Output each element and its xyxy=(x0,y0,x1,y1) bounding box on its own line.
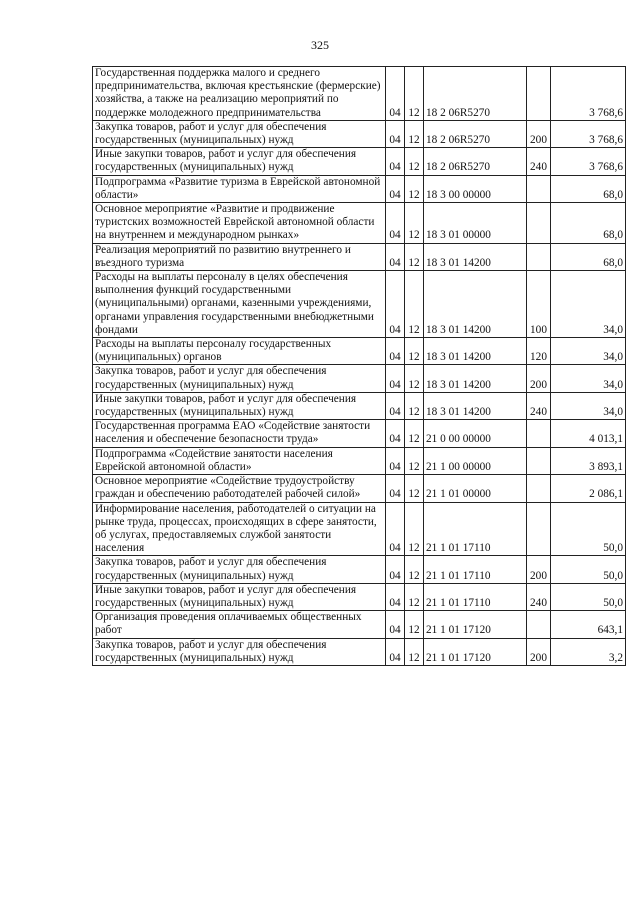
table-row xyxy=(93,175,626,202)
expense-name-cell: Реализация мероприятий по развитию внутреннего и въездного туризма xyxy=(93,243,386,270)
expense-name-cell: Закупка товаров, работ и услуг для обеспечения государственных (муниципальных) нужд xyxy=(93,556,386,583)
target-article-cell: 21 0 00 00000 xyxy=(424,420,527,447)
budget-table-body xyxy=(93,67,626,666)
expense-name-cell: Закупка товаров, работ и услуг для обеспечения государственных (муниципальных) нужд xyxy=(93,638,386,665)
table-row xyxy=(93,67,626,121)
amount-cell: 50,0 xyxy=(551,556,626,583)
target-article-cell: 18 3 01 14200 xyxy=(424,365,527,392)
table-row xyxy=(93,271,626,338)
expense-name-cell: Основное мероприятие «Содействие трудоустройству граждан и обеспечению работодателей рабочей силой» xyxy=(93,475,386,502)
table-row xyxy=(93,420,626,447)
amount-cell: 50,0 xyxy=(551,583,626,610)
expense-name-cell: Иные закупки товаров, работ и услуг для обеспечения государственных (муниципальных) нужд xyxy=(93,392,386,419)
expense-type-cell xyxy=(527,243,551,270)
amount-cell: 68,0 xyxy=(551,243,626,270)
expense-type-cell: 200 xyxy=(527,120,551,147)
target-article-cell: 21 1 01 17120 xyxy=(424,611,527,638)
section-code-cell: 04 xyxy=(386,638,405,665)
amount-cell: 34,0 xyxy=(551,338,626,365)
expense-name-cell: Государственная программа ЕАО «Содействие занятости населения и обеспечение безопасности труда» xyxy=(93,420,386,447)
subsection-code-cell: 12 xyxy=(405,120,424,147)
subsection-code-cell: 12 xyxy=(405,556,424,583)
expense-type-cell: 200 xyxy=(527,638,551,665)
expense-type-cell xyxy=(527,203,551,244)
subsection-code-cell: 12 xyxy=(405,243,424,270)
table-row xyxy=(93,203,626,244)
expense-name-cell: Расходы на выплаты персоналу в целях обеспечения выполнения функций государственными (муниципальными) органами, казенными учреждениями, органами управления государственными внебюджетными фондами xyxy=(93,271,386,338)
expense-type-cell xyxy=(527,420,551,447)
amount-cell: 3 768,6 xyxy=(551,67,626,121)
expense-name-cell: Иные закупки товаров, работ и услуг для обеспечения государственных (муниципальных) нужд xyxy=(93,148,386,175)
target-article-cell: 21 1 01 17110 xyxy=(424,556,527,583)
expense-type-cell xyxy=(527,475,551,502)
budget-table xyxy=(92,66,626,666)
table-row xyxy=(93,243,626,270)
expense-type-cell: 100 xyxy=(527,271,551,338)
target-article-cell: 18 3 01 14200 xyxy=(424,392,527,419)
section-code-cell: 04 xyxy=(386,611,405,638)
target-article-cell: 18 2 06R5270 xyxy=(424,148,527,175)
page-number: 325 xyxy=(311,38,329,52)
target-article-cell: 21 1 01 00000 xyxy=(424,475,527,502)
subsection-code-cell: 12 xyxy=(405,583,424,610)
expense-type-cell xyxy=(527,447,551,474)
amount-cell: 34,0 xyxy=(551,392,626,419)
amount-cell: 3 768,6 xyxy=(551,120,626,147)
expense-type-cell xyxy=(527,67,551,121)
subsection-code-cell: 12 xyxy=(405,420,424,447)
subsection-code-cell: 12 xyxy=(405,447,424,474)
table-row xyxy=(93,583,626,610)
expense-name-cell: Расходы на выплаты персоналу государственных (муниципальных) органов xyxy=(93,338,386,365)
expense-name-cell: Закупка товаров, работ и услуг для обеспечения государственных (муниципальных) нужд xyxy=(93,120,386,147)
table-row xyxy=(93,475,626,502)
section-code-cell: 04 xyxy=(386,420,405,447)
subsection-code-cell: 12 xyxy=(405,611,424,638)
target-article-cell: 21 1 01 17110 xyxy=(424,583,527,610)
expense-type-cell xyxy=(527,611,551,638)
expense-name-cell: Информирование населения, работодателей о ситуации на рынке труда, процессах, происходящих в сфере занятости, об услугах, предоставляемых службой занятости населения xyxy=(93,502,386,556)
amount-cell: 3,2 xyxy=(551,638,626,665)
subsection-code-cell: 12 xyxy=(405,148,424,175)
section-code-cell: 04 xyxy=(386,475,405,502)
table-row xyxy=(93,120,626,147)
target-article-cell: 18 3 00 00000 xyxy=(424,175,527,202)
section-code-cell: 04 xyxy=(386,67,405,121)
target-article-cell: 18 3 01 14200 xyxy=(424,338,527,365)
table-row xyxy=(93,611,626,638)
section-code-cell: 04 xyxy=(386,203,405,244)
target-article-cell: 18 2 06R5270 xyxy=(424,120,527,147)
target-article-cell: 21 1 01 17110 xyxy=(424,502,527,556)
table-row xyxy=(93,148,626,175)
section-code-cell: 04 xyxy=(386,392,405,419)
section-code-cell: 04 xyxy=(386,120,405,147)
section-code-cell: 04 xyxy=(386,338,405,365)
amount-cell: 68,0 xyxy=(551,175,626,202)
subsection-code-cell: 12 xyxy=(405,392,424,419)
expense-type-cell xyxy=(527,175,551,202)
amount-cell: 34,0 xyxy=(551,271,626,338)
subsection-code-cell: 12 xyxy=(405,175,424,202)
section-code-cell: 04 xyxy=(386,365,405,392)
amount-cell: 50,0 xyxy=(551,502,626,556)
subsection-code-cell: 12 xyxy=(405,502,424,556)
section-code-cell: 04 xyxy=(386,243,405,270)
expense-type-cell: 200 xyxy=(527,365,551,392)
subsection-code-cell: 12 xyxy=(405,67,424,121)
section-code-cell: 04 xyxy=(386,148,405,175)
section-code-cell: 04 xyxy=(386,556,405,583)
expense-name-cell: Подпрограмма «Развитие туризма в Еврейской автономной области» xyxy=(93,175,386,202)
target-article-cell: 18 3 01 00000 xyxy=(424,203,527,244)
subsection-code-cell: 12 xyxy=(405,365,424,392)
subsection-code-cell: 12 xyxy=(405,638,424,665)
amount-cell: 643,1 xyxy=(551,611,626,638)
target-article-cell: 18 2 06R5270 xyxy=(424,67,527,121)
expense-name-cell: Закупка товаров, работ и услуг для обеспечения государственных (муниципальных) нужд xyxy=(93,365,386,392)
section-code-cell: 04 xyxy=(386,271,405,338)
expense-name-cell: Иные закупки товаров, работ и услуг для обеспечения государственных (муниципальных) нужд xyxy=(93,583,386,610)
subsection-code-cell: 12 xyxy=(405,203,424,244)
expense-type-cell: 240 xyxy=(527,583,551,610)
subsection-code-cell: 12 xyxy=(405,271,424,338)
expense-type-cell: 200 xyxy=(527,556,551,583)
expense-name-cell: Основное мероприятие «Развитие и продвижение туристских возможностей Еврейской автономной области на внутреннем и международном рынках» xyxy=(93,203,386,244)
section-code-cell: 04 xyxy=(386,175,405,202)
subsection-code-cell: 12 xyxy=(405,338,424,365)
target-article-cell: 18 3 01 14200 xyxy=(424,243,527,270)
section-code-cell: 04 xyxy=(386,583,405,610)
table-row xyxy=(93,556,626,583)
subsection-code-cell: 12 xyxy=(405,475,424,502)
table-row xyxy=(93,338,626,365)
table-row xyxy=(93,502,626,556)
expense-name-cell: Подпрограмма «Содействие занятости населения Еврейской автономной области» xyxy=(93,447,386,474)
expense-name-cell: Государственная поддержка малого и среднего предпринимательства, включая крестьянские (фермерские) хозяйства, а также на реализацию мероприятий по поддержке молодежного предпринимательства xyxy=(93,67,386,121)
amount-cell: 3 768,6 xyxy=(551,148,626,175)
table-row xyxy=(93,365,626,392)
amount-cell: 68,0 xyxy=(551,203,626,244)
expense-type-cell: 240 xyxy=(527,148,551,175)
target-article-cell: 21 1 00 00000 xyxy=(424,447,527,474)
section-code-cell: 04 xyxy=(386,447,405,474)
amount-cell: 4 013,1 xyxy=(551,420,626,447)
amount-cell: 34,0 xyxy=(551,365,626,392)
target-article-cell: 21 1 01 17120 xyxy=(424,638,527,665)
amount-cell: 2 086,1 xyxy=(551,475,626,502)
table-row xyxy=(93,638,626,665)
expense-name-cell: Организация проведения оплачиваемых общественных работ xyxy=(93,611,386,638)
expense-type-cell: 120 xyxy=(527,338,551,365)
section-code-cell: 04 xyxy=(386,502,405,556)
target-article-cell: 18 3 01 14200 xyxy=(424,271,527,338)
table-row xyxy=(93,392,626,419)
expense-type-cell: 240 xyxy=(527,392,551,419)
table-row xyxy=(93,447,626,474)
amount-cell: 3 893,1 xyxy=(551,447,626,474)
expense-type-cell xyxy=(527,502,551,556)
